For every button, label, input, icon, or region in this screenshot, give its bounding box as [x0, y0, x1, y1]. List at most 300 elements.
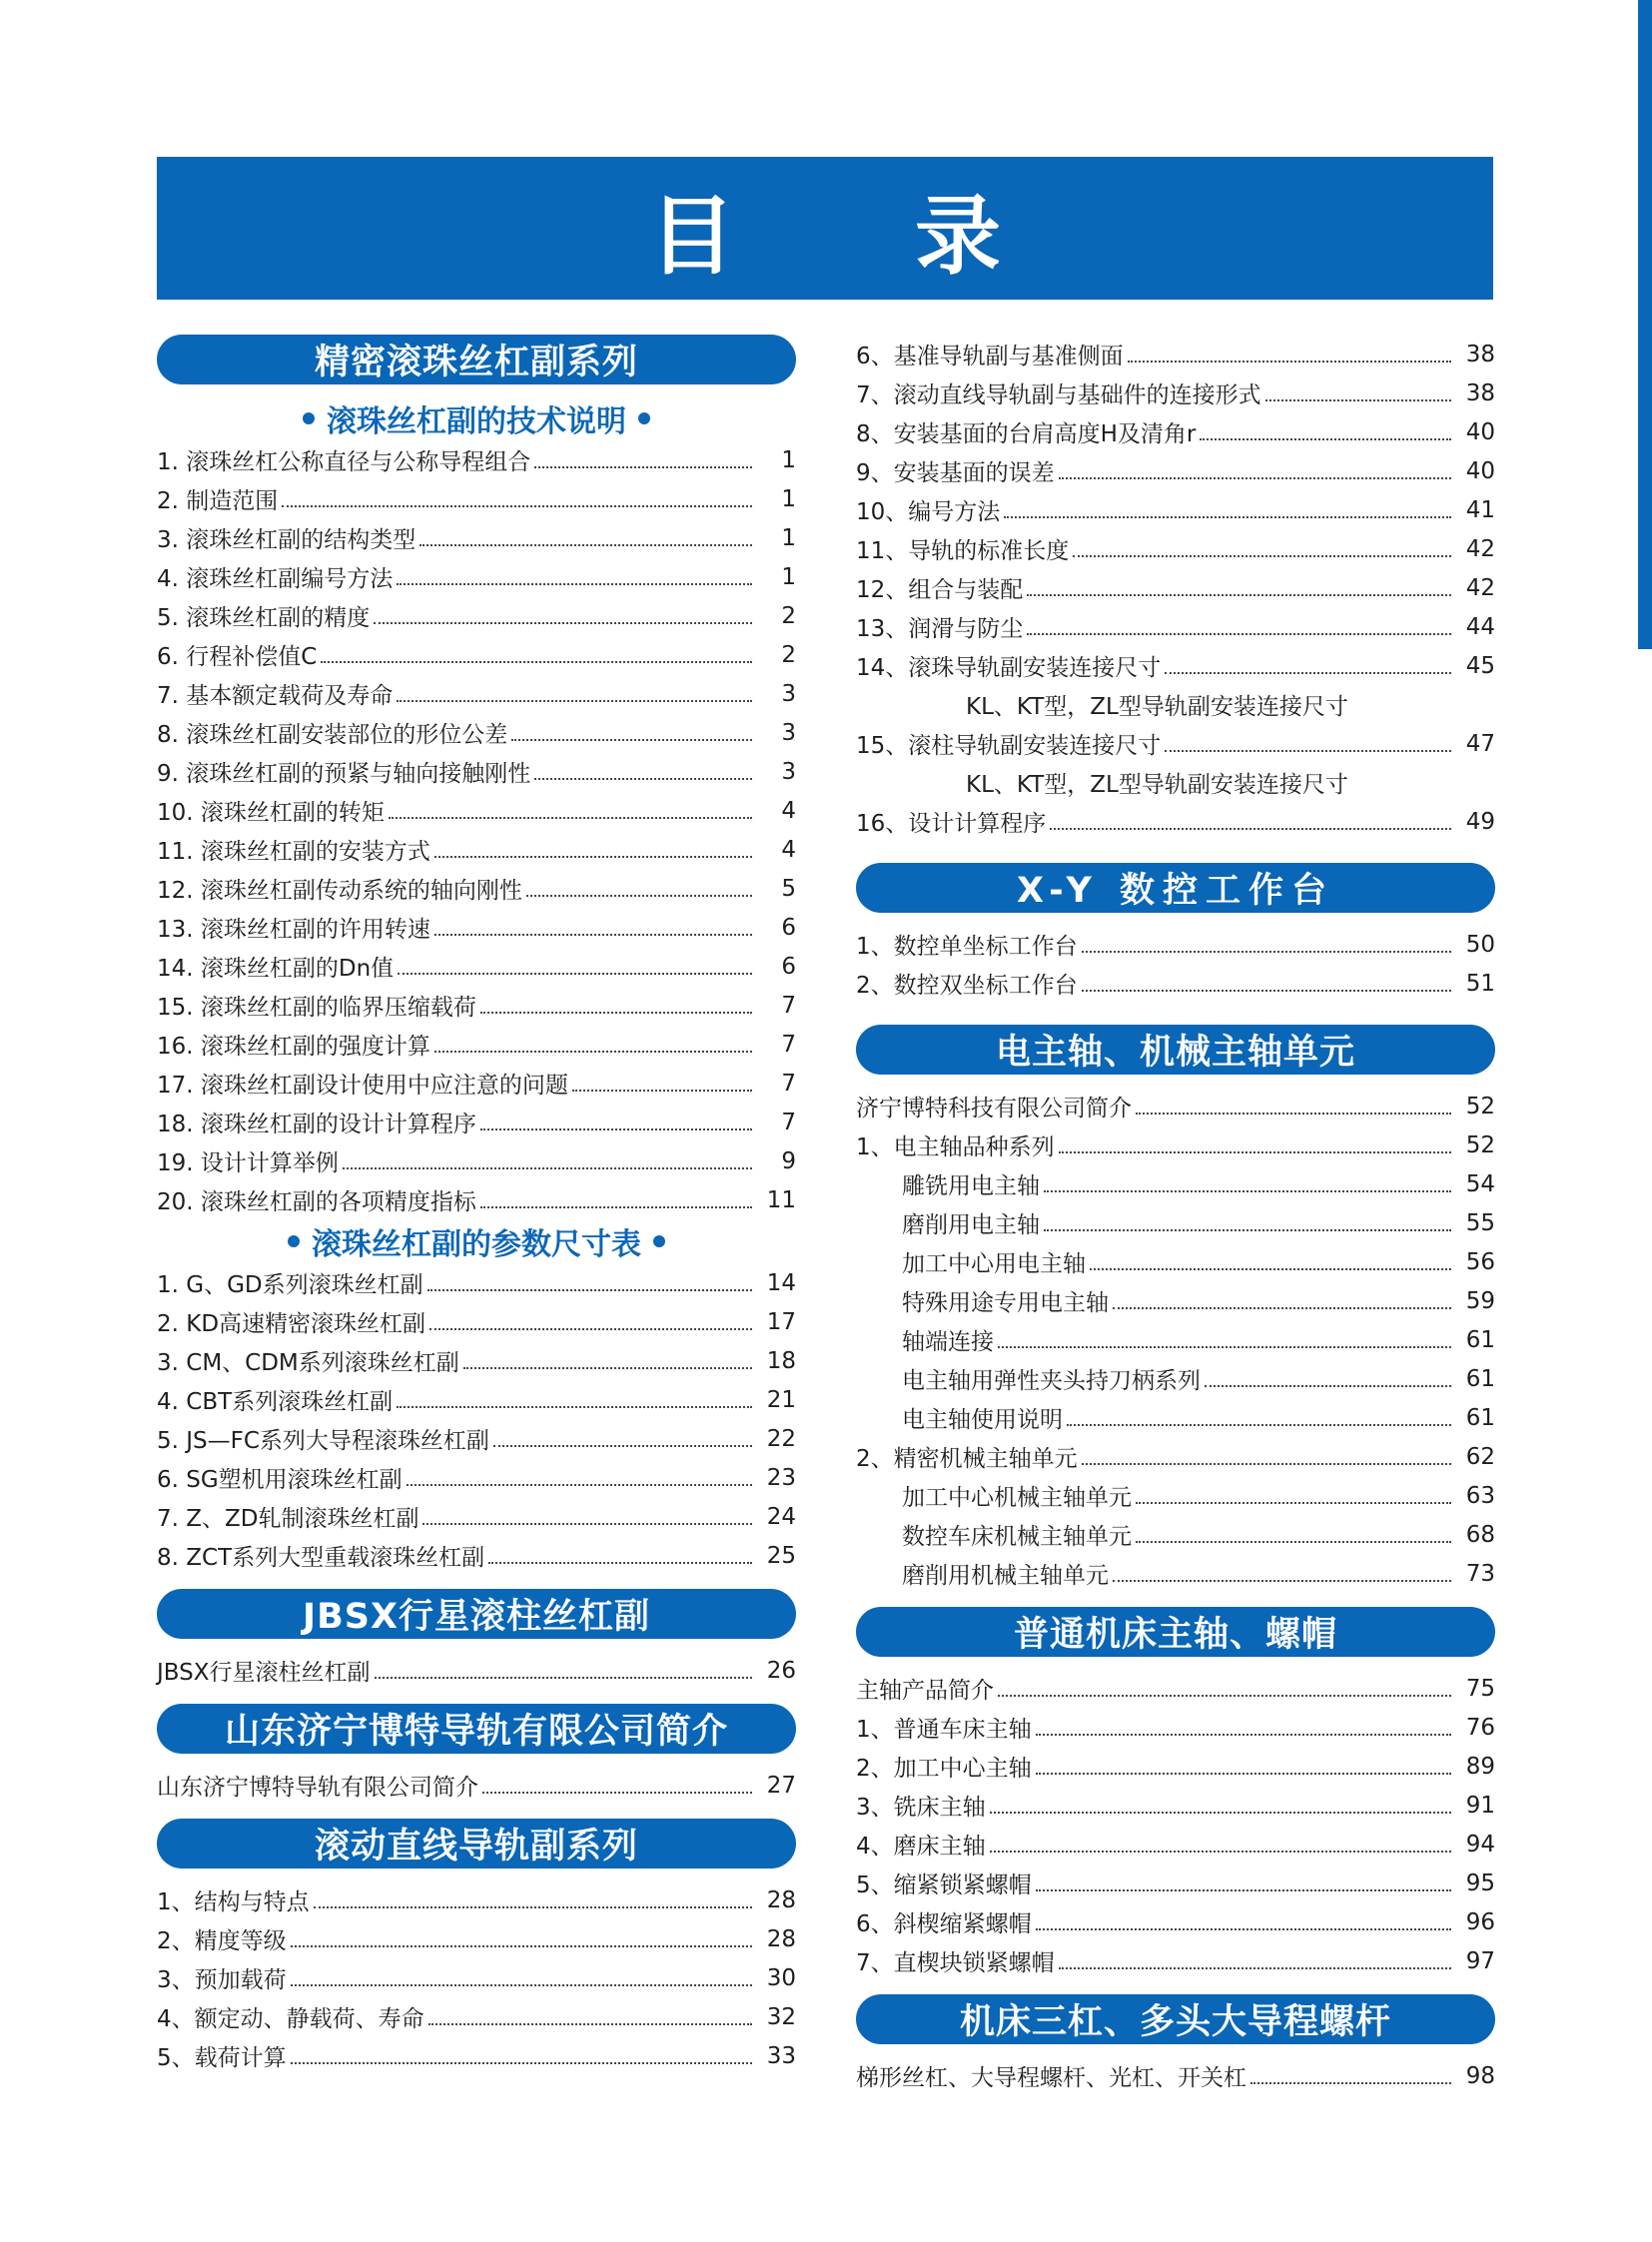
toc-entry-page: 55	[1465, 1209, 1495, 1236]
toc-entry[interactable]	[157, 908, 796, 947]
toc-entry-title: 1. 滚珠丝杠公称直径与公称导程组合	[157, 449, 531, 475]
toc-entry-title: 5. 滚珠丝杠副的精度	[157, 605, 371, 631]
toc-entry-title: 11. 滚珠丝杠副的安装方式	[157, 839, 430, 865]
toc-entry[interactable]	[157, 947, 796, 986]
toc-entry-page: 28	[766, 1925, 796, 1952]
dot-leader	[1050, 827, 1451, 830]
toc-entry-title: 山东济宁博特导轨有限公司简介	[157, 1775, 478, 1801]
dot-leader	[572, 1089, 752, 1092]
toc-entry[interactable]	[157, 1497, 796, 1536]
toc-entry-page: 26	[766, 1657, 796, 1684]
toc-entry-title: 15、滚柱导轨副安装连接尺寸	[856, 733, 1162, 759]
toc-entry-page: 54	[1465, 1170, 1495, 1197]
dot-leader	[482, 1791, 752, 1794]
toc-entry-page: 52	[1465, 1131, 1495, 1158]
toc-entry-title: 16、设计计算程序	[856, 811, 1047, 837]
toc-list	[157, 1651, 796, 1690]
toc-entry[interactable]	[157, 1536, 796, 1575]
toc-entry[interactable]	[856, 529, 1495, 568]
toc-entry[interactable]	[157, 1263, 796, 1302]
edge-tab	[1638, 0, 1652, 649]
toc-entry-page: 97	[1465, 1947, 1495, 1974]
toc-list	[157, 1766, 796, 1805]
toc-entry-page: 23	[766, 1464, 796, 1491]
toc-entry-page: 32	[766, 2003, 796, 2030]
toc-entry-page: 2	[781, 602, 796, 629]
dot-leader	[1036, 1888, 1451, 1891]
toc-entry-title: 6、基准导轨副与基准侧面	[856, 344, 1124, 370]
toc-entry-page: 50	[1465, 931, 1495, 958]
toc-entry[interactable]	[157, 1025, 796, 1064]
toc-entry-title: 3、预加载荷	[157, 1967, 287, 1993]
toc-entry[interactable]	[856, 568, 1495, 607]
toc-entry-title: 1、结构与特点	[157, 1889, 310, 1915]
toc-entry[interactable]	[157, 986, 796, 1025]
toc-entry[interactable]	[856, 1825, 1495, 1864]
toc-entry-title: 9、安装基面的误差	[856, 460, 1055, 486]
toc-entry[interactable]	[856, 724, 1495, 763]
toc-entry-page: 7	[781, 1031, 796, 1058]
dot-leader	[434, 933, 752, 936]
toc-entry-title: 13、润滑与防尘	[856, 616, 1024, 642]
dot-leader	[429, 1327, 752, 1330]
dot-leader	[1165, 671, 1451, 674]
toc-entry-title: 2、数控双坐标工作台	[856, 973, 1078, 999]
dot-leader	[480, 1127, 752, 1130]
toc-entry-title: 1、数控单坐标工作台	[856, 934, 1078, 960]
toc-entry-page: 40	[1465, 457, 1495, 484]
dot-leader	[428, 2022, 752, 2025]
dot-leader	[389, 816, 752, 819]
toc-entry-title: 主轴产品简介	[856, 1678, 994, 1704]
toc-entry[interactable]	[856, 1747, 1495, 1786]
toc-entry[interactable]	[856, 964, 1495, 1003]
toc-entry-page: 75	[1465, 1675, 1495, 1702]
toc-entry-title: 磨削用机械主轴单元	[902, 1563, 1109, 1589]
toc-entry[interactable]	[157, 1341, 796, 1380]
toc-list	[157, 1263, 796, 1575]
toc-entry-page: 40	[1465, 418, 1495, 445]
toc-entry-title: 4. CBT系列滚珠丝杠副	[157, 1389, 394, 1415]
dot-leader	[1113, 1579, 1451, 1582]
toc-entry-title: 12. 滚珠丝杠副传动系统的轴向刚性	[157, 878, 522, 904]
toc-entry[interactable]	[157, 479, 796, 518]
toc-entry[interactable]	[157, 596, 796, 635]
toc-entry[interactable]	[856, 1941, 1495, 1980]
toc-entry[interactable]	[157, 1997, 796, 2036]
toc-entry[interactable]	[157, 1419, 796, 1458]
toc-entry[interactable]	[157, 1958, 796, 1997]
toc-entry[interactable]	[856, 1242, 1495, 1281]
toc-entry-page: 91	[1465, 1792, 1495, 1819]
toc-entry[interactable]	[157, 1919, 796, 1958]
toc-entry-title: 1、电主轴品种系列	[856, 1134, 1055, 1160]
toc-list	[856, 1087, 1495, 1125]
dot-leader	[1067, 1423, 1451, 1426]
toc-list	[856, 1669, 1495, 1980]
toc-note: KL、KT型，ZL型导轨副安装连接尺寸	[966, 694, 1348, 720]
toc-entry-title: 2、精密机械主轴单元	[856, 1446, 1078, 1472]
dot-leader	[463, 1366, 752, 1369]
section-header: 精密滚珠丝杠副系列	[157, 335, 796, 384]
dot-leader	[493, 1444, 752, 1447]
section-header: JBSX行星滚柱丝杠副	[157, 1589, 796, 1639]
toc-entry-title: 磨削用电主轴	[902, 1212, 1040, 1238]
toc-entry[interactable]	[856, 1320, 1495, 1359]
dot-leader	[314, 1905, 752, 1908]
toc-entry-page: 47	[1465, 730, 1495, 757]
toc-entry[interactable]	[856, 802, 1495, 841]
toc-entry-title: 5、载荷计算	[157, 2045, 287, 2071]
toc-entry[interactable]	[856, 1786, 1495, 1825]
title-char-2: 录	[915, 186, 1001, 287]
section-header: 普通机床主轴、螺帽	[856, 1607, 1495, 1657]
dot-leader	[375, 1676, 752, 1679]
section-header: 机床三杠、多头大导程螺杆	[856, 1994, 1495, 2044]
toc-entry-page: 17	[766, 1308, 796, 1335]
dot-leader	[480, 1205, 752, 1208]
toc-entry-title: 1、普通车床主轴	[856, 1717, 1032, 1743]
toc-entry-page: 7	[781, 1070, 796, 1097]
toc-entry-title: 15. 滚珠丝杠副的临界压缩载荷	[157, 995, 476, 1021]
toc-entry[interactable]	[157, 830, 796, 869]
dot-leader	[407, 1483, 752, 1486]
section-header: 电主轴、机械主轴单元	[856, 1025, 1495, 1075]
toc-entry-page: 1	[781, 524, 796, 551]
toc-entry-title: 特殊用途专用电主轴	[902, 1290, 1109, 1316]
toc-entry-page: 33	[766, 2042, 796, 2069]
toc-entry[interactable]	[856, 451, 1495, 490]
toc-entry[interactable]	[856, 412, 1495, 451]
toc-entry[interactable]	[157, 2036, 796, 2075]
toc-entry[interactable]	[856, 374, 1495, 412]
dot-leader	[1136, 1501, 1451, 1504]
toc-entry[interactable]	[856, 2056, 1495, 2095]
toc-entry-page: 45	[1465, 652, 1495, 679]
subsection-header	[157, 396, 796, 440]
toc-entry[interactable]	[157, 791, 796, 830]
toc-entry-title: 10. 滚珠丝杠副的转矩	[157, 800, 385, 826]
toc-entry-page: 94	[1465, 1831, 1495, 1858]
right-column	[856, 335, 1495, 2095]
toc-entry-page: 61	[1465, 1365, 1495, 1392]
toc-entry[interactable]	[856, 1398, 1495, 1437]
toc-entry-title: 7. 基本额定载荷及寿命	[157, 683, 394, 709]
toc-entry-page: 61	[1465, 1326, 1495, 1353]
toc-entry-title: 8. ZCT系列大型重载滚珠丝杠副	[157, 1545, 485, 1571]
toc-entry-title: 7、直楔块锁紧螺帽	[856, 1950, 1055, 1976]
toc-entry-title: 12、组合与装配	[856, 577, 1024, 603]
toc-entry[interactable]	[157, 1103, 796, 1141]
toc-entry-title: 4. 滚珠丝杠副编号方法	[157, 566, 394, 592]
toc-entry-page: 51	[1465, 970, 1495, 997]
dot-leader	[291, 2061, 752, 2064]
toc-entry-page: 1	[781, 563, 796, 590]
dot-leader	[1265, 398, 1451, 401]
toc-list	[856, 1125, 1495, 1164]
toc-entry-page: 63	[1465, 1482, 1495, 1509]
toc-entry-title: 数控车床机械主轴单元	[902, 1524, 1132, 1550]
dot-leader	[291, 1983, 752, 1986]
dot-leader	[374, 621, 752, 624]
toc-entry[interactable]	[157, 1766, 796, 1805]
toc-entry[interactable]	[157, 557, 796, 596]
dot-leader	[1036, 1733, 1451, 1736]
dot-leader	[488, 1561, 752, 1564]
left-column	[157, 335, 796, 2075]
toc-entry-page: 95	[1465, 1869, 1495, 1896]
toc-entry-page: 49	[1465, 808, 1495, 835]
toc-entry-page: 2	[781, 641, 796, 668]
dot-leader	[1004, 515, 1451, 518]
toc-entry-page: 4	[781, 836, 796, 863]
toc-entry-page: 1	[781, 446, 796, 473]
dot-leader	[990, 1811, 1451, 1814]
dot-leader	[998, 1345, 1451, 1348]
toc-entry-title: 19. 设计计算举例	[157, 1150, 339, 1176]
toc-entry-title: 6. 行程补偿值C	[157, 644, 318, 670]
dot-leader	[480, 1011, 752, 1014]
toc-entry-title: 3. CM、CDM系列滚珠丝杠副	[157, 1350, 459, 1376]
toc-entry[interactable]	[157, 869, 796, 908]
toc-list	[856, 2056, 1495, 2095]
toc-entry-page: 6	[781, 914, 796, 941]
toc-entry[interactable]	[856, 1554, 1495, 1593]
dot-leader	[397, 582, 752, 585]
toc-entry-page: 52	[1465, 1093, 1495, 1120]
toc-entry[interactable]	[856, 1164, 1495, 1203]
toc-entry[interactable]	[157, 1064, 796, 1103]
toc-entry-page: 9	[781, 1147, 796, 1174]
dot-leader	[1165, 749, 1451, 752]
toc-entry-title: 20. 滚珠丝杠副的各项精度指标	[157, 1189, 476, 1215]
dot-leader	[291, 1944, 752, 1947]
toc-entry[interactable]	[856, 646, 1495, 685]
toc-entry-title: 14. 滚珠丝杠副的Dn值	[157, 956, 395, 982]
toc-entry[interactable]	[157, 1458, 796, 1497]
toc-entry[interactable]	[157, 1651, 796, 1690]
toc-entry-page: 42	[1465, 535, 1495, 562]
bullet-icon	[303, 412, 315, 424]
toc-list	[157, 1880, 796, 2075]
toc-entry-page: 22	[766, 1425, 796, 1452]
toc-entry-title: 11、导轨的标准长度	[856, 538, 1070, 564]
toc-entry[interactable]	[157, 518, 796, 557]
toc-entry-title: 5. JS—FC系列大导程滚珠丝杠副	[157, 1428, 489, 1454]
toc-entry-page: 3	[781, 680, 796, 707]
dot-leader	[1044, 1189, 1451, 1192]
toc-list	[856, 1164, 1495, 1437]
dot-leader	[422, 1522, 752, 1525]
toc-entry[interactable]	[856, 925, 1495, 964]
dot-leader	[1200, 437, 1451, 440]
dot-leader	[434, 855, 752, 858]
toc-entry-title: 4、磨床主轴	[856, 1834, 986, 1860]
toc-entry-title: 济宁博特科技有限公司简介	[856, 1096, 1132, 1121]
dot-leader	[534, 777, 752, 780]
toc-entry-page: 89	[1465, 1753, 1495, 1780]
toc-entry-page: 61	[1465, 1404, 1495, 1431]
toc-list	[157, 440, 796, 1219]
dot-leader	[1128, 360, 1451, 363]
toc-entry-page: 7	[781, 1109, 796, 1135]
dot-leader	[998, 1694, 1451, 1697]
toc-entry-page: 41	[1465, 496, 1495, 523]
toc-entry-title: 加工中心用电主轴	[902, 1251, 1086, 1277]
toc-entry-title: 5、缩紧锁紧螺帽	[856, 1872, 1032, 1898]
toc-entry-page: 76	[1465, 1714, 1495, 1741]
toc-entry-page: 3	[781, 719, 796, 746]
toc-entry-page: 11	[766, 1186, 796, 1213]
toc-entry[interactable]	[856, 1087, 1495, 1125]
toc-entry-page: 7	[781, 992, 796, 1019]
dot-leader	[1205, 1384, 1451, 1387]
toc-entry-page: 5	[781, 875, 796, 902]
toc-entry[interactable]	[157, 674, 796, 713]
toc-entry-page: 3	[781, 758, 796, 785]
toc-entry[interactable]	[856, 1669, 1495, 1708]
toc-title-banner	[157, 157, 1493, 300]
dot-leader	[434, 1050, 752, 1053]
toc-entry-title: 18. 滚珠丝杠副的设计计算程序	[157, 1112, 476, 1137]
toc-entry-page: 14	[766, 1269, 796, 1296]
dot-leader	[1059, 1150, 1451, 1153]
dot-leader	[282, 504, 752, 507]
dot-leader	[397, 699, 752, 702]
toc-entry-page: 59	[1465, 1287, 1495, 1314]
toc-entry[interactable]	[856, 1708, 1495, 1747]
toc-entry-title: 2、精度等级	[157, 1928, 287, 1954]
toc-entry[interactable]	[856, 607, 1495, 646]
toc-entry-title: 电主轴用弹性夹头持刀柄系列	[902, 1368, 1201, 1394]
toc-list	[856, 1437, 1495, 1476]
toc-entry-title: 2. 制造范围	[157, 488, 279, 514]
toc-list	[856, 724, 1495, 763]
toc-list	[856, 925, 1495, 1003]
toc-entry[interactable]	[157, 1880, 796, 1919]
section-header: 山东济宁博特导轨有限公司简介	[157, 1704, 796, 1754]
dot-leader	[427, 1288, 752, 1291]
toc-entry-title: 3、铣床主轴	[856, 1795, 986, 1821]
toc-entry[interactable]	[157, 752, 796, 791]
toc-entry-page: 68	[1465, 1521, 1495, 1548]
toc-entry-title: 16. 滚珠丝杠副的强度计算	[157, 1034, 430, 1060]
toc-entry[interactable]	[157, 635, 796, 674]
toc-entry-title: 6. SG塑机用滚珠丝杠副	[157, 1467, 403, 1493]
toc-entry-page: 24	[766, 1503, 796, 1530]
dot-leader	[1073, 554, 1451, 557]
toc-entry-title: 17. 滚珠丝杠副设计使用中应注意的问题	[157, 1073, 568, 1099]
toc-entry-title: 雕铣用电主轴	[902, 1173, 1040, 1199]
dot-leader	[1082, 950, 1451, 953]
toc-entry-page: 6	[781, 953, 796, 980]
dot-leader	[1090, 1267, 1451, 1270]
bullet-icon	[653, 1235, 665, 1247]
dot-leader	[1113, 1306, 1451, 1309]
toc-entry[interactable]	[157, 713, 796, 752]
toc-entry-page: 30	[766, 1964, 796, 1991]
toc-entry-title: 2. KD高速精密滚珠丝杠副	[157, 1311, 426, 1337]
toc-entry-title: 13. 滚珠丝杠副的许用转速	[157, 917, 430, 943]
toc-entry-page: 42	[1465, 574, 1495, 601]
toc-entry-title: 1. G、GD系列滚珠丝杠副	[157, 1272, 423, 1298]
toc-entry[interactable]	[157, 440, 796, 479]
dot-leader	[343, 1166, 752, 1169]
toc-entry-page: 27	[766, 1772, 796, 1799]
dot-leader	[1027, 632, 1451, 635]
dot-leader	[1250, 2081, 1451, 2084]
toc-entry[interactable]	[856, 1125, 1495, 1164]
toc-entry-page: 4	[781, 797, 796, 824]
toc-note: KL、KT型，ZL型导轨副安装连接尺寸	[966, 772, 1348, 798]
toc-entry[interactable]	[157, 1302, 796, 1341]
toc-entry[interactable]	[856, 1902, 1495, 1941]
toc-entry-title: 电主轴使用说明	[902, 1407, 1063, 1433]
toc-entry[interactable]	[856, 335, 1495, 374]
toc-entry-page: 28	[766, 1886, 796, 1913]
toc-list	[856, 1476, 1495, 1593]
toc-entry-title: 7. Z、ZD轧制滚珠丝杠副	[157, 1506, 419, 1532]
toc-entry-page: 38	[1465, 341, 1495, 368]
dot-leader	[1036, 1772, 1451, 1775]
toc-entry-title: 9. 滚珠丝杠副的预紧与轴向接触刚性	[157, 761, 531, 787]
toc-entry-page: 21	[766, 1386, 796, 1413]
toc-list	[856, 802, 1495, 841]
toc-entry[interactable]	[856, 1203, 1495, 1242]
toc-entry[interactable]	[157, 1141, 796, 1180]
toc-entry[interactable]	[856, 1515, 1495, 1554]
toc-entry-page: 73	[1465, 1560, 1495, 1587]
section-header: 滚动直线导轨副系列	[157, 1819, 796, 1868]
toc-entry[interactable]	[856, 1359, 1495, 1398]
dot-leader	[398, 972, 752, 975]
title-char-1: 目	[649, 186, 735, 287]
toc-entry[interactable]	[157, 1180, 796, 1219]
toc-entry[interactable]	[856, 1476, 1495, 1515]
toc-entry-title: 14、滚珠导轨副安装连接尺寸	[856, 655, 1162, 681]
bullet-icon	[638, 412, 650, 424]
toc-entry-title: 6、斜楔缩紧螺帽	[856, 1911, 1032, 1937]
dot-leader	[1059, 476, 1451, 479]
dot-leader	[419, 543, 752, 546]
dot-leader	[321, 660, 752, 663]
toc-entry-page: 25	[766, 1542, 796, 1569]
toc-entry[interactable]	[157, 1380, 796, 1419]
toc-entry-title: 8. 滚珠丝杠副安装部位的形位公差	[157, 722, 508, 748]
subsection-title: 滚珠丝杠副的参数尺寸表	[312, 1227, 641, 1262]
dot-leader	[1082, 989, 1451, 992]
section-header: X-Y 数控工作台	[856, 863, 1495, 913]
dot-leader	[511, 738, 752, 741]
toc-entry-page: 38	[1465, 379, 1495, 406]
toc-entry[interactable]	[856, 1864, 1495, 1902]
toc-entry-title: 梯形丝杠、大导程螺杆、光杠、开关杠	[856, 2065, 1246, 2091]
dot-leader	[1044, 1228, 1451, 1231]
toc-entry-title: JBSX行星滚柱丝杠副	[157, 1660, 371, 1686]
toc-entry-title: 2、加工中心主轴	[856, 1756, 1032, 1782]
dot-leader	[1036, 1927, 1451, 1930]
toc-entry[interactable]	[856, 490, 1495, 529]
dot-leader	[1136, 1112, 1451, 1115]
toc-entry[interactable]	[856, 1281, 1495, 1320]
subsection-title: 滚珠丝杠副的技术说明	[327, 404, 626, 439]
dot-leader	[526, 894, 752, 897]
bullet-icon	[288, 1235, 300, 1247]
dot-leader	[1136, 1540, 1451, 1543]
dot-leader	[1027, 593, 1451, 596]
dot-leader	[397, 1405, 752, 1408]
toc-entry[interactable]	[856, 1437, 1495, 1476]
